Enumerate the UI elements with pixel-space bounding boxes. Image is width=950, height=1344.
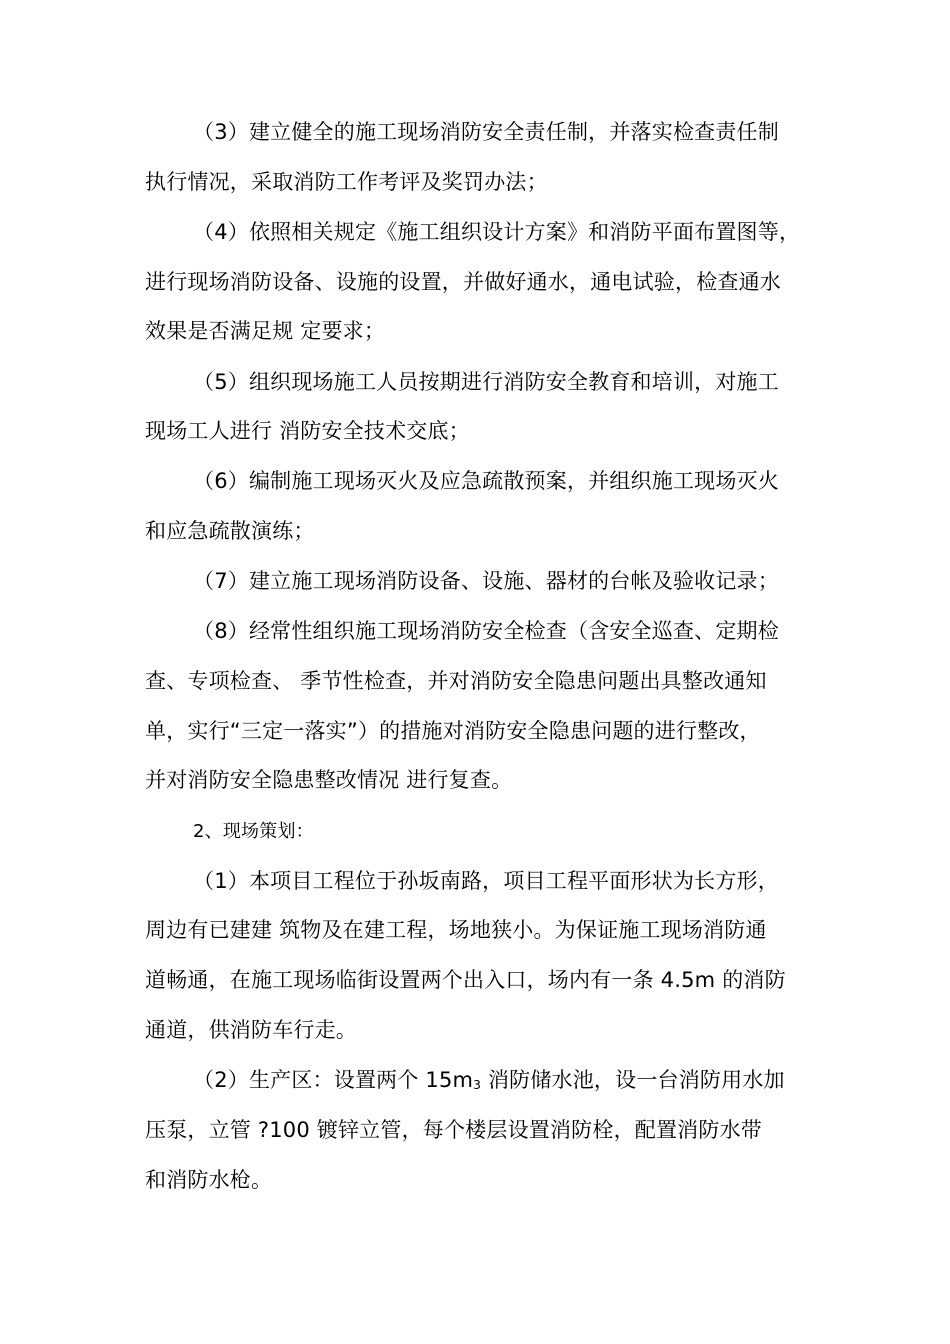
text-line: 和应急疏散演练； — [145, 519, 315, 543]
section-heading: 2、现场策划： — [193, 821, 314, 842]
text-line: 效果是否满足规 定要求； — [145, 319, 386, 343]
text-line: （4）依照相关规定《施工组织设计方案》和消防平面布置图等， — [193, 220, 801, 244]
subscript-3: 3 — [473, 1078, 482, 1092]
text-line: （6）编制施工现场灭火及应急疏散预案，并组织施工现场灭火 — [193, 469, 779, 493]
text-line: 执行情况，采取消防工作考评及奖罚办法； — [145, 170, 548, 194]
text-line: 道畅通，在施工现场临街设置两个出入口，场内有一条 4.5m 的消防 — [145, 968, 786, 992]
text-line: （8）经常性组织施工现场消防安全检查（含安全巡查、定期检 — [193, 619, 779, 643]
text-line: （3）建立健全的施工现场消防安全责任制，并落实检查责任制 — [193, 120, 779, 144]
text-line: 现场工人进行 消防安全技术交底； — [145, 419, 470, 443]
text-line — [193, 1066, 785, 1099]
text-line: 进行现场消防设备、设施的设置，并做好通水，通电试验，检查通水 — [145, 270, 781, 294]
text-line: （5）组织现场施工人员按期进行消防安全教育和培训，对施工 — [193, 370, 779, 394]
text-segment: （2）生产区：设置两个 15m — [193, 1068, 474, 1092]
text-segment: 消防储水池，设一台消防用水加 — [481, 1068, 785, 1092]
text-line: （1）本项目工程位于孙坂南路，项目工程平面形状为长方形， — [193, 869, 779, 893]
text-line: 并对消防安全隐患整改情况 进行复查。 — [145, 768, 513, 792]
text-line: 和消防水枪。 — [145, 1168, 273, 1192]
text-line: 周边有已建建 筑物及在建工程，场地狭小。为保证施工现场消防通 — [145, 918, 767, 942]
text-line: 压泵，立管 ?100 镀锌立管，每个楼层设置消防栓，配置消防水带 — [145, 1118, 762, 1142]
text-line: 查、专项检查、 季节性检查，并对消防安全隐患问题出具整改通知 — [145, 669, 767, 693]
text-line: 通道，供消防车行走。 — [145, 1018, 357, 1042]
text-line: 单，实行“三定一落实”）的措施对消防安全隐患问题的进行整改， — [145, 719, 761, 743]
text-line: （7）建立施工现场消防设备、设施、器材的台帐及验收记录； — [193, 569, 779, 593]
